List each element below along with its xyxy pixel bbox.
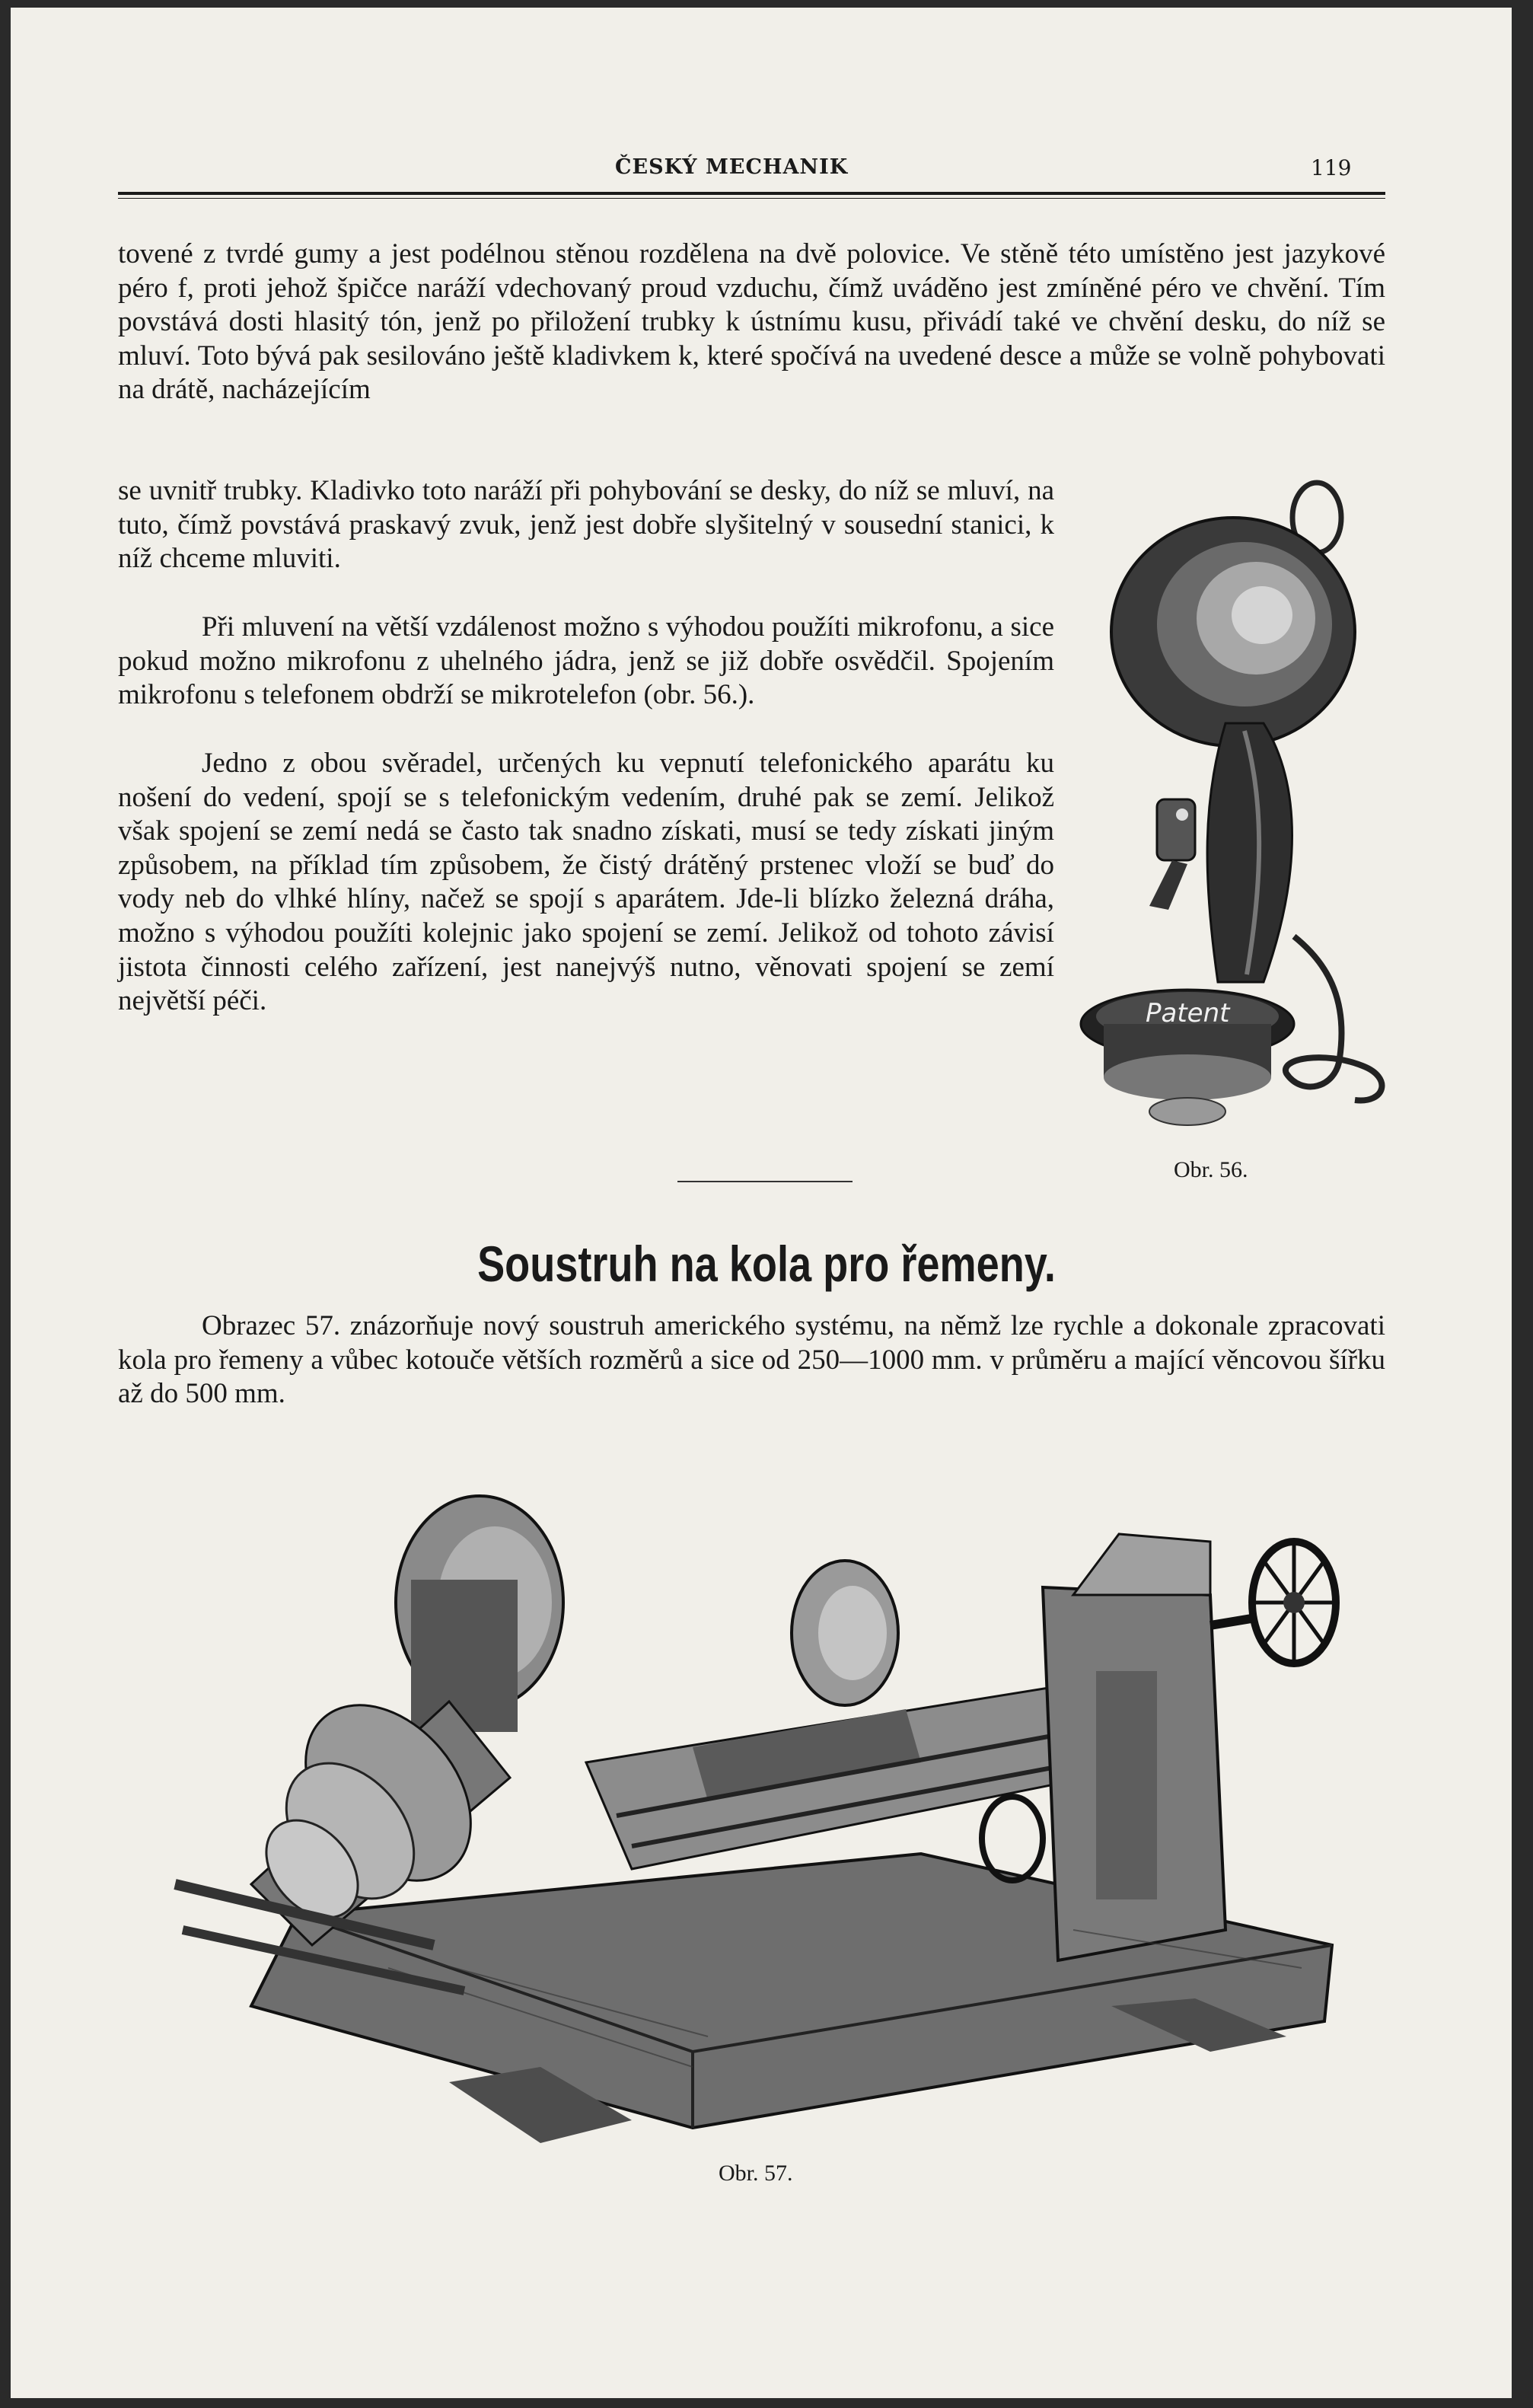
figure-57-caption: Obr. 57. <box>719 2161 793 2186</box>
running-header-title: ČESKÝ MECHANIK <box>615 155 849 179</box>
header-rule <box>118 192 1385 195</box>
paragraph-1: tovené z tvrdé gumy a jest podélnou stěnou rozdělena na dvě polovice. Ve stěně této umístěno jest jazykové péro f, proti jehož špičce naráží vdechovaný proud vzduchu, čímž uváděno jest zmíněné péro ve chvění. Tím povstává dosti hlasitý tón, jenž po přiložení trubky k ústnímu kusu, přivádí také ve chvění desku, do níž se mluví. Toto bývá pak sesilováno ještě kladivkem k, které spočívá na uvedené desce a může se volně pohybovati na drátě, nacházejícím <box>118 238 1385 406</box>
page-number: 119 <box>1311 155 1352 180</box>
section-heading: Soustruh na kola pro řemeny. <box>477 1236 1056 1292</box>
paragraph-2: Při mluvení na větší vzdálenost možno s výhodou použíti mikrofonu, a sice pokud možno mikrofonu z uhelného jádra, jenž se již dobře osvědčil. Spojením mikrofonu s telefonem obdrží se mikrotelefon (obr. 56.). <box>118 611 1054 711</box>
paragraph-3: Jedno z obou svěradel, určených ku vepnutí telefonického aparátu ku nošení do vedení, spojí se s telefonickým vedením, druhé pak se zemí. Jelikož však spojení se zemí nedá se často tak snadno získati, musí se tedy získati jiným způsobem, na příklad tím způsobem, že čistý drátěný prstenec vloží se buď do vody neb do vlhké hlíny, načež se spojí s aparátem. Jde-li blízko železná dráha, možno s výhodou použíti kolejnic jako spojení se zemí. Jelikož od tohoto závisí jistota činnosti celého zařízení, jest nanejvýš nutno, věnovati spojení se zemí největší péči. <box>118 748 1054 1017</box>
paragraph-1-continued: se uvnitř trubky. Kladivko toto naráží při pohybování se desky, do níž se mluví, na tuto, čímž povstává praskavý zvuk, jenž jest dobře slyšitelný v sousední stanici, k níž chceme mluviti. <box>118 475 1054 575</box>
header-rule-thin <box>118 198 1385 199</box>
fig56-image-label: Patent <box>1146 998 1230 1029</box>
telephone-receiver-illustration <box>1073 480 1401 1157</box>
figure-56-caption: Obr. 56. <box>1174 1157 1248 1182</box>
paragraph-4: Obrazec 57. znázorňuje nový soustruh amerického systému, na němž lze rychle a dokonale zpracovati kola pro řemeny a vůbec kotouče větších rozměrů a sice od 250—1000 mm. v průměru a mající věncovou šířku až do 500 mm. <box>118 1310 1385 1410</box>
section-separator <box>677 1181 853 1182</box>
lathe-machine-illustration <box>160 1473 1362 2151</box>
